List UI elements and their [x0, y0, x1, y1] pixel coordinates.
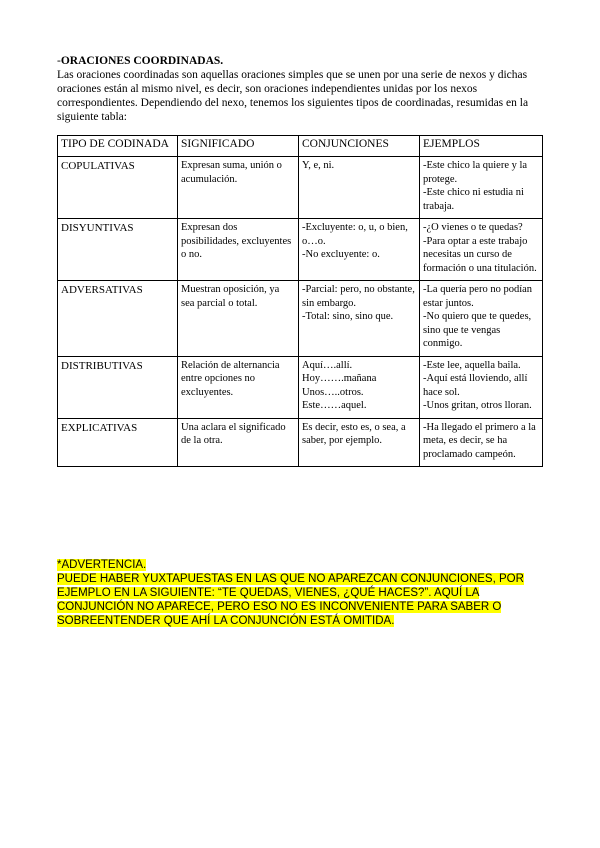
cell-conjunciones: [299, 356, 420, 418]
cell-conjunciones: [299, 157, 420, 219]
cell-tipo: COPULATIVAS: [58, 157, 178, 219]
table-header-row: [58, 136, 543, 157]
ejemplo-line: -Aquí está lloviendo, allí hace sol.: [423, 373, 528, 398]
conjuncion-line: Este……aquel.: [302, 400, 367, 411]
intro-paragraph: Las oraciones coordinadas son aquellas oraciones simples que se unen por una serie de nexos y dichas oraciones están al mismo nivel, es decir, son oraciones independientes unidas por los nexos correspondientes. Dependiendo del nexo, tenemos los siguientes tipos de coordinadas, resumidas en la siguiente tabla:: [57, 69, 529, 123]
cell-significado: Una aclara el significado de la otra.: [178, 418, 299, 467]
table-row: [58, 418, 543, 467]
warning-text: PUEDE HABER YUXTAPUESTAS EN LAS QUE NO APAREZCAN CONJUNCIONES, POR EJEMPLO EN LA SIGUIENTE: “TE QUEDAS, VIENES, ¿QUÉ HACES?”. AQUÍ LA CONJUNCIÓN NO APARECE, PERO ESO NO ES INCONVENIENTE PARA SABER O SOBREENTENDER QUE AHÍ LA CONJUNCIÓN ESTÁ OMITIDA.: [57, 573, 524, 627]
table-body: [58, 157, 543, 467]
conjuncion-line: -Parcial: pero, no obstante, sin embargo.: [302, 284, 415, 309]
cell-ejemplos: [420, 418, 543, 467]
conjuncion-line: Y, e, ni.: [302, 160, 335, 171]
warning-note: [57, 558, 542, 628]
table-row: [58, 219, 543, 281]
title-prefix: -: [57, 55, 61, 67]
cell-tipo: DISTRIBUTIVAS: [58, 356, 178, 418]
conjuncion-line: Es decir, esto es, o sea, a saber, por ejemplo.: [302, 421, 406, 446]
cell-conjunciones: [299, 418, 420, 467]
ejemplo-line: -La quería pero no podían estar juntos.: [423, 284, 533, 309]
title-text: ORACIONES COORDINADAS.: [60, 55, 224, 67]
ejemplo-line: -Ha llegado el primero a la meta, es decir, se ha proclamado campeón.: [423, 421, 536, 460]
conjuncion-line: -No excluyente: o.: [302, 249, 380, 260]
header-significado: SIGNIFICADO: [178, 136, 299, 157]
cell-ejemplos: [420, 219, 543, 281]
header-conjunciones: CONJUNCIONES: [299, 136, 420, 157]
cell-tipo: DISYUNTIVAS: [58, 219, 178, 281]
conjuncion-line: Unos…..otros.: [302, 386, 364, 398]
cell-ejemplos: [420, 356, 543, 418]
header-tipo: TIPO DE CODINADA: [58, 136, 178, 157]
cell-ejemplos: [420, 281, 543, 357]
conjuncion-line: -Total: sino, sino que.: [302, 311, 394, 322]
cell-tipo: ADVERSATIVAS: [58, 281, 178, 357]
cell-significado: Muestran oposición, ya sea parcial o total.: [178, 281, 299, 357]
document-body: [57, 54, 542, 467]
cell-conjunciones: [299, 219, 420, 281]
ejemplo-line: -Para optar a este trabajo necesitas un curso de formación o una titulación.: [423, 235, 537, 274]
cell-conjunciones: [299, 281, 420, 357]
table-row: [58, 281, 543, 357]
table-row: [58, 157, 543, 219]
header-ejemplos: EJEMPLOS: [420, 136, 543, 157]
conjuncion-line: Hoy…….mañana: [302, 373, 377, 384]
ejemplo-line: -Unos gritan, otros lloran.: [423, 400, 532, 411]
ejemplo-line: -Este chico ni estudia ni trabaja.: [423, 187, 524, 212]
ejemplo-line: -Este chico la quiere y la protege.: [423, 160, 528, 185]
table-row: [58, 356, 543, 418]
section-title: [57, 54, 542, 68]
coordinadas-table: [57, 135, 543, 467]
ejemplo-line: -No quiero que te quedes, sino que te vengas conmigo.: [423, 311, 532, 349]
cell-significado: Expresan dos posibilidades, excluyentes o no.: [178, 219, 299, 281]
ejemplo-line: -¿O vienes o te quedas?: [423, 222, 523, 233]
conjuncion-line: Aquí….allí.: [302, 359, 353, 371]
cell-tipo: EXPLICATIVAS: [58, 418, 178, 467]
ejemplo-line: -Este lee, aquella baila.: [423, 359, 521, 371]
cell-ejemplos: [420, 157, 543, 219]
warning-heading: *ADVERTENCIA.: [57, 559, 147, 571]
cell-significado: Expresan suma, unión o acumulación.: [178, 157, 299, 219]
conjuncion-line: -Excluyente: o, u, o bien, o…o.: [302, 222, 408, 247]
cell-significado: Relación de alternancia entre opciones no excluyentes.: [178, 356, 299, 418]
